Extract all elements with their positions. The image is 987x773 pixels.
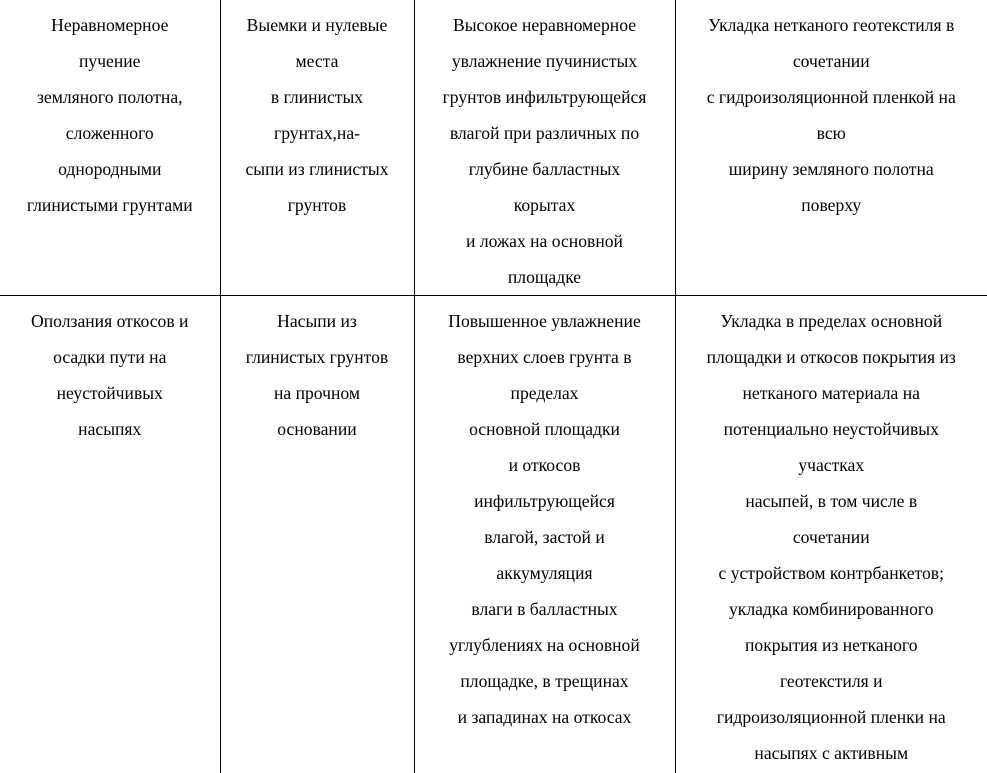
text-line: Высокое неравномерное [421, 7, 669, 43]
text-line: ширину земляного полотна [682, 151, 982, 187]
text-line: грунтов [227, 187, 408, 223]
text-line: осадки пути на [6, 339, 214, 375]
text-line: на прочном [227, 375, 408, 411]
text-line: потенциально неустойчивых [682, 411, 982, 447]
text-line: поверху [682, 187, 982, 223]
text-line: неустойчивых [6, 375, 214, 411]
table-cell-location [220, 296, 414, 773]
text-line: с устройством контрбанкетов; [682, 555, 982, 591]
text-line: участках [682, 447, 982, 483]
text-line: основании [227, 411, 408, 447]
text-line: углублениях на основной [421, 627, 669, 663]
text-line: насыпей, в том числе в [682, 483, 982, 519]
text-line: инфильтрующейся [421, 483, 669, 519]
text-line: гидроизоляционной пленки на [682, 699, 982, 735]
text-line: насыпях [6, 411, 214, 447]
table-cell-remedy [675, 0, 987, 296]
text-line: Неравномерное [6, 7, 214, 43]
table-cell-cause [414, 296, 675, 773]
text-line: Повышенное увлажнение [421, 303, 669, 339]
text-line: площадке [421, 259, 669, 295]
table-row [0, 0, 987, 296]
text-line: однородными [6, 151, 214, 187]
text-line: глубине балластных [421, 151, 669, 187]
text-line: места [227, 43, 408, 79]
text-line: корытах [421, 187, 669, 223]
text-line: в глинистых [227, 79, 408, 115]
text-line: увлажнение пучинистых [421, 43, 669, 79]
text-line: земляного полотна, [6, 79, 214, 115]
text-line: влагой при различных по [421, 115, 669, 151]
table-cell-defect [0, 296, 220, 773]
text-line: Укладка в пределах основной [682, 303, 982, 339]
text-line: покрытия из нетканого [682, 627, 982, 663]
text-line: грунтах,на- [227, 115, 408, 151]
text-line: глинистыми грунтами [6, 187, 214, 223]
text-line: и западинах на откосах [421, 699, 669, 735]
table-cell-defect [0, 0, 220, 296]
text-line: с гидроизоляционной пленкой на [682, 79, 982, 115]
text-line: пределах [421, 375, 669, 411]
text-line: сложенного [6, 115, 214, 151]
table-cell-location [220, 0, 414, 296]
text-line: и ложах на основной [421, 223, 669, 259]
text-line: насыпях с активным [682, 735, 982, 771]
text-line: влаги в балластных [421, 591, 669, 627]
text-line: геотекстиля и [682, 663, 982, 699]
text-line: аккумуляция [421, 555, 669, 591]
text-line: сочетании [682, 43, 982, 79]
text-line: пучение [6, 43, 214, 79]
text-line: укладка комбинированного [682, 591, 982, 627]
text-line: нетканого материала на [682, 375, 982, 411]
text-line: площадки и откосов покрытия из [682, 339, 982, 375]
text-line: Оползания откосов и [6, 303, 214, 339]
text-line: Насыпи из [227, 303, 408, 339]
text-line: грунтов инфильтрующейся [421, 79, 669, 115]
table-cell-cause [414, 0, 675, 296]
text-line: глинистых грунтов [227, 339, 408, 375]
table-row [0, 296, 987, 773]
text-line: сочетании [682, 519, 982, 555]
text-line: сыпи из глинистых [227, 151, 408, 187]
table-cell-remedy [675, 296, 987, 773]
text-line: всю [682, 115, 982, 151]
text-line: площадке, в трещинах [421, 663, 669, 699]
text-line: Выемки и нулевые [227, 7, 408, 43]
text-line: и откосов [421, 447, 669, 483]
text-line: влагой, застой и [421, 519, 669, 555]
text-line: Укладка нетканого геотекстиля в [682, 7, 982, 43]
text-line: основной площадки [421, 411, 669, 447]
text-line: верхних слоев грунта в [421, 339, 669, 375]
